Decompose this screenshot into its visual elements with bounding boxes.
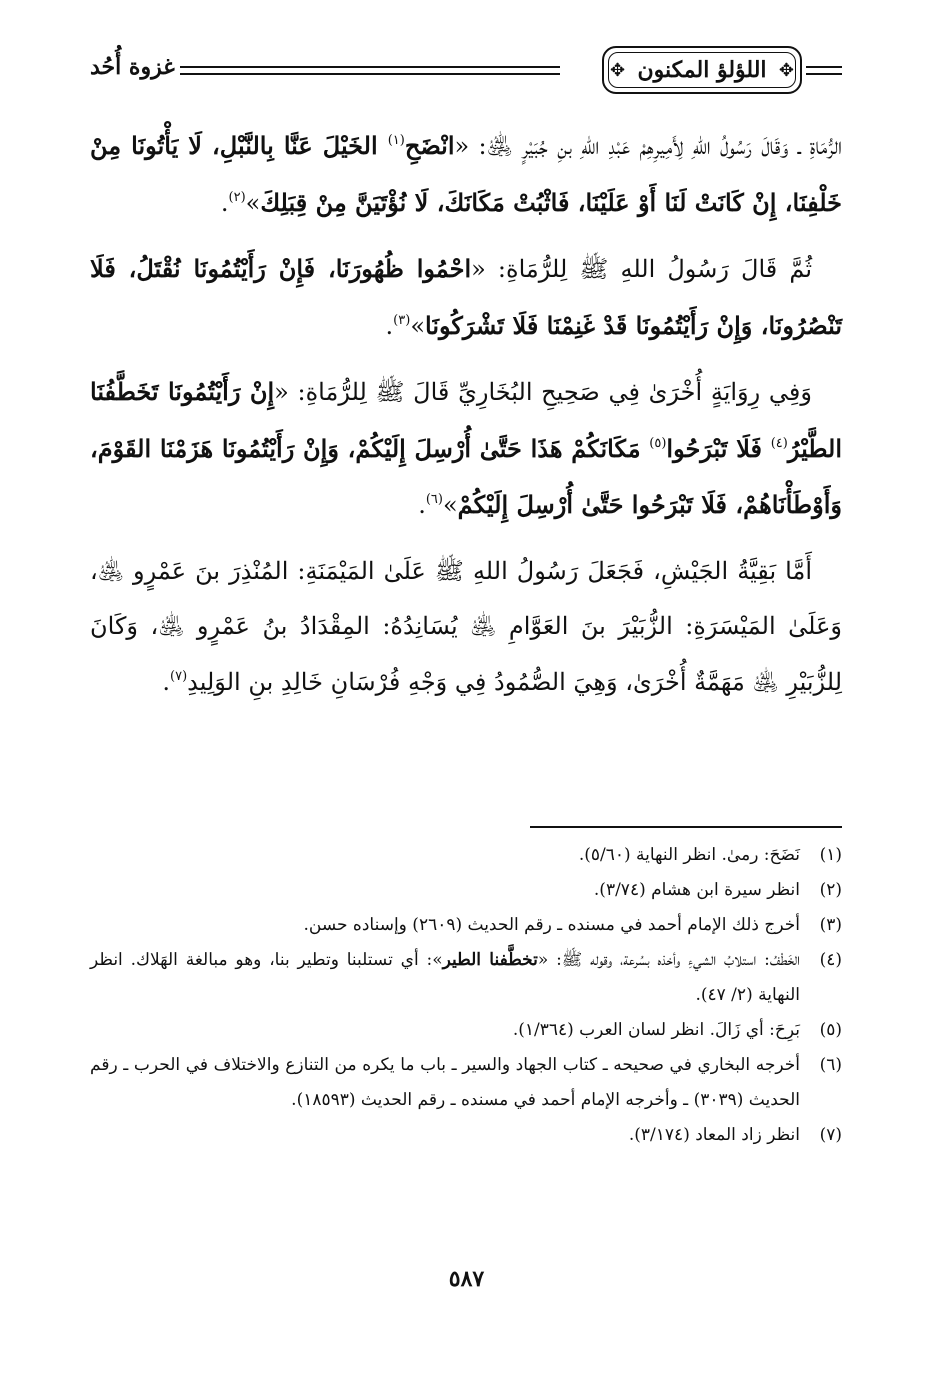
paragraph-4 (90, 544, 842, 711)
footnote-item (90, 1048, 842, 1118)
page-number: ٥٨٧ (448, 1266, 485, 1292)
footnote-ref[interactable]: (٤) (770, 435, 788, 451)
hadith-quote: احْمُوا ظُهُورَنَا، فَإِنْ رَأَيْتُمُونَا نُقْتَلُ، فَلَا تَنْصُرُونَا، وَإِنْ رَأَيْتُمُونَا قَدْ غَنِمْنَا فَلَا تَشْرَكُونَا (90, 254, 842, 340)
footnotes (90, 838, 842, 1153)
header-rule-right (806, 66, 842, 75)
footnote-item (90, 908, 842, 943)
hadith-quote: تخطَّفنا الطير (442, 950, 538, 970)
footnote-number: (٧) (819, 1125, 842, 1145)
hadith-quote: الخَيْلَ عَنَّا بِالنَّبْلِ، لَا يَأْتُونَا مِنْ خَلْفِنَا، إِنْ كَانَتْ لَنَا أَوْ عَلَيْنَا، فَاثْبُتْ مَكَانَكَ، لَا نُؤْتَيَنَّ مِنْ قِبَلِكَ (90, 131, 842, 217)
footnote-text: أخرج ذلك الإمام أحمد في مسنده ـ رقم الحديث (٢٦٠٩) وإسناده حسن. (303, 915, 800, 935)
text-run: الخَطْفُ: استلابُ الشيءِ وأخذه بسُرعة، وقوله ﷺ: « (537, 950, 800, 970)
footnote-item (90, 1118, 842, 1153)
footnote-number: (٢) (819, 880, 842, 900)
book-title-frame (602, 46, 802, 94)
text-run: . (162, 667, 171, 696)
footnote-number: (٥) (819, 1020, 842, 1040)
hadith-quote: انْضَحِ (404, 131, 455, 160)
paragraph-1 (90, 118, 842, 231)
footnote-ref[interactable]: (٢) (228, 189, 246, 205)
text-run: . (220, 188, 229, 217)
paragraph-2 (90, 241, 842, 354)
running-header (90, 40, 842, 100)
footnote-ref[interactable]: (٥) (649, 435, 667, 451)
footnote-number: (١) (819, 845, 842, 865)
text-run: » (410, 311, 425, 340)
text-run: . (418, 491, 426, 519)
footnote-ref[interactable]: (٣) (393, 312, 411, 328)
ornament-icon: ✥ (778, 60, 794, 81)
footnote-item (90, 838, 842, 873)
footnote-separator (530, 826, 842, 828)
hadith-quote: فَلَا تَبْرَحُوا (666, 433, 771, 463)
footnote-number: (٣) (819, 915, 842, 935)
footnote-ref[interactable]: (١) (387, 133, 405, 148)
footnote-text: بَرِحَ: أي زَالَ. انظر لسان العرب (١/٣٦٤). (512, 1020, 800, 1040)
text-run: »: أي تستلبنا وتطير بنا، وهو مبالغة الهَلاك. انظر النهاية (٢/ ٤٧). (90, 950, 800, 1005)
footnote-text: أخرجه البخاري في صحيحه ـ كتاب الجهاد والسير ـ باب ما يكره من التنازع والاختلاف في الحرب ـ رقم الحديث (٣٠٣٩) ـ وأخرجه الإمام أحمد في مسنده ـ رقم الحديث (١٨٥٩٣). (90, 1055, 800, 1110)
ornament-icon: ✥ (610, 60, 626, 81)
hadith-quote: إِنْ رَأَيْتُمُونَا تَخَطَّفُنَا الطَّيْرُ (90, 377, 842, 463)
text-run: وَفِي رِوَايَةٍ أُخْرَىٰ فِي صَحِيحِ البُخَارِيِّ قَالَ ﷺ لِلرُّمَاةِ: « (274, 378, 812, 406)
footnote-item (90, 943, 842, 1013)
footnote-ref[interactable]: (٦) (425, 492, 443, 507)
text-run: الرُّمَاةِ ـ وَقَالَ رَسُولُ اللهِ لِأَمِيرِهِمْ عَبْدِ اللهِ بنِ جُبَيْرٍ ﵁: « (454, 132, 843, 160)
text-run: » (442, 491, 458, 519)
header-rule-left (180, 66, 560, 75)
text-run: أَمَّا بَقِيَّةُ الجَيْشِ، فَجَعَلَ رَسُولُ اللهِ ﷺ عَلَىٰ المَيْمَنَةِ: المُنْذِرَ بنَ عَمْرٍو ﵁، وَعَلَىٰ المَيْسَرَةِ: الزُّبَيْرَ بنَ العَوَّامِ ﵁ يُسَانِدُهُ: المِقْدَادُ بنُ عَمْرٍو ﵁، وَكَانَ لِلزُّبَيْرِ ﵁ مَهَمَّةٌ أُخْرَىٰ، وَهِيَ الصُّمُودُ فِي وَجْهِ فُرْسَانِ خَالِدِ بنِ الوَلِيدِ (90, 556, 842, 696)
footnote-number: (٤) (819, 950, 842, 970)
book-title: اللؤلؤ المكنون (637, 57, 767, 83)
text-run: ثُمَّ قَالَ رَسُولُ اللهِ ﷺ لِلرُّمَاةِ: « (471, 255, 812, 283)
footnote-ref[interactable]: (٧) (170, 668, 188, 684)
footnote-text: نَضَحَ: رمىٰ. انظر النهاية (٥/٦٠). (578, 845, 800, 865)
main-text (90, 118, 842, 720)
hadith-quote: مَكَانَكُمْ هَذَا حَتَّىٰ أُرْسِلَ إِلَيْكُمْ، وَإِنْ رَأَيْتُمُونَا هَزَمْنَا القَوْمَ، وَأَوْطَأْنَاهُمْ، فَلَا تَبْرَحُوا حَتَّىٰ أُرْسِلَ إِلَيْكُمْ (90, 433, 842, 519)
footnote-number: (٦) (819, 1055, 842, 1075)
footnote-text: انظر زاد المعاد (٣/١٧٤). (628, 1125, 800, 1145)
paragraph-3 (90, 364, 842, 534)
chapter-title: غزوة أُحُد (90, 54, 175, 80)
footnote-text: انظر سيرة ابن هشام (٣/٧٤). (593, 880, 800, 900)
footnote-item (90, 1013, 842, 1048)
footnote-item (90, 873, 842, 908)
footnote-text (90, 943, 800, 1013)
text-run: » (245, 188, 261, 217)
text-run: . (385, 311, 394, 340)
